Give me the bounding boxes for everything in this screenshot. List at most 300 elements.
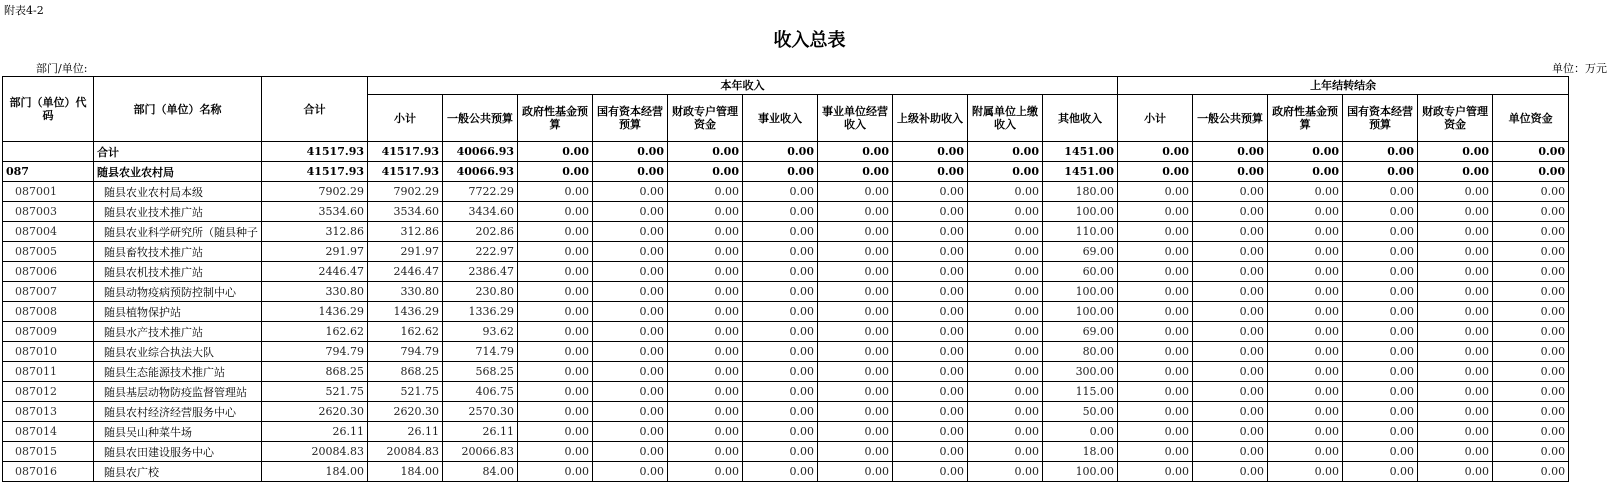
cell-name: 合计	[94, 142, 262, 162]
cell-value: 0.00	[1193, 162, 1268, 182]
unit-label: 单位：万元	[1552, 62, 1607, 75]
cell-code: 087010	[3, 342, 94, 362]
cell-value: 0.00	[1268, 202, 1343, 222]
cell-value: 0.00	[1268, 182, 1343, 202]
cell-value: 0.00	[818, 302, 893, 322]
cell-value: 0.00	[1193, 362, 1268, 382]
header-current-col: 上级补助收入	[893, 95, 968, 142]
cell-name: 随县植物保护站	[94, 302, 262, 322]
cell-value: 0.00	[968, 182, 1043, 202]
cell-value: 0.00	[968, 342, 1043, 362]
table-row	[3, 342, 1619, 362]
income-summary-table	[2, 76, 1619, 482]
cell-value: 0.00	[1268, 162, 1343, 182]
cell-name: 随县农村经济经营服务中心	[94, 402, 262, 422]
cell-value: 18.00	[1043, 442, 1118, 462]
cell-code: 087014	[3, 422, 94, 442]
cell-value: 0.00	[1193, 342, 1268, 362]
cell-value: 0.00	[518, 282, 593, 302]
cell-code: 087011	[3, 362, 94, 382]
cell-value: 100.00	[1043, 462, 1118, 482]
cell-value: 2620.30	[368, 402, 443, 422]
cell-value: 0.00	[668, 182, 743, 202]
cell-value: 0.00	[593, 242, 668, 262]
cell-value: 0.00	[1118, 322, 1193, 342]
cell-value: 0.00	[743, 302, 818, 322]
cell-code: 087004	[3, 222, 94, 242]
cell-value: 41517.93	[262, 142, 368, 162]
cell-value: 0.00	[743, 222, 818, 242]
table-row	[3, 282, 1619, 302]
cell-value: 521.75	[368, 382, 443, 402]
cell-value: 0.00	[818, 282, 893, 302]
cell-value: 26.11	[368, 422, 443, 442]
cell-value: 41517.93	[368, 142, 443, 162]
header-current-col: 政府性基金预算	[518, 95, 593, 142]
table-row	[3, 242, 1619, 262]
table-row	[3, 382, 1619, 402]
cell-value: 20066.83	[443, 442, 518, 462]
cell-code: 087001	[3, 182, 94, 202]
cell-value: 0.00	[518, 362, 593, 382]
cell-value: 0.00	[743, 182, 818, 202]
cell-value: 0.00	[893, 382, 968, 402]
cell-value: 0.00	[1418, 362, 1493, 382]
cell-value: 868.25	[262, 362, 368, 382]
cell-value: 0.00	[968, 262, 1043, 282]
cell-value: 0.00	[1118, 162, 1193, 182]
cell-value: 0.00	[1343, 342, 1418, 362]
cell-value: 0.00	[518, 322, 593, 342]
summary-row	[3, 142, 1619, 162]
table-row	[3, 402, 1619, 422]
cell-value: 0.00	[1268, 242, 1343, 262]
header-current-col: 国有资本经营预算	[593, 95, 668, 142]
cell-value: 0.00	[1193, 182, 1268, 202]
cell-value: 0.00	[893, 242, 968, 262]
cell-value: 0.00	[818, 422, 893, 442]
cell-value: 2446.47	[368, 262, 443, 282]
cell-value: 100.00	[1043, 302, 1118, 322]
cell-value: 0.00	[593, 422, 668, 442]
cell-value: 0.00	[518, 342, 593, 362]
cell-value: 0.00	[668, 222, 743, 242]
header-current-group: 本年收入	[368, 77, 1118, 95]
cell-value: 0.00	[668, 262, 743, 282]
cell-value: 184.00	[262, 462, 368, 482]
table-row	[3, 322, 1619, 342]
cell-code: 087009	[3, 322, 94, 342]
cell-value: 0.00	[1418, 422, 1493, 442]
cell-value: 0.00	[1343, 142, 1418, 162]
cell-value: 0.00	[893, 142, 968, 162]
cell-value: 0.00	[968, 462, 1043, 482]
cell-value: 794.79	[262, 342, 368, 362]
cell-value: 0.00	[1118, 142, 1193, 162]
cell-value: 20084.83	[262, 442, 368, 462]
cell-value: 20084.83	[368, 442, 443, 462]
cell-value: 0.00	[1493, 142, 1569, 162]
cell-value: 0.00	[1268, 442, 1343, 462]
cell-value: 0.00	[1418, 222, 1493, 242]
cell-value: 100.00	[1043, 282, 1118, 302]
cell-name: 随县农业综合执法大队	[94, 342, 262, 362]
cell-value: 0.00	[743, 342, 818, 362]
cell-value: 406.75	[443, 382, 518, 402]
cell-value: 1451.00	[1043, 162, 1118, 182]
cell-value: 0.00	[893, 342, 968, 362]
cell-value: 0.00	[593, 402, 668, 422]
cell-value: 0.00	[518, 242, 593, 262]
cell-value: 0.00	[518, 142, 593, 162]
cell-value: 0.00	[743, 422, 818, 442]
cell-value: 0.00	[893, 182, 968, 202]
cell-value: 1436.29	[368, 302, 443, 322]
header-prior-col: 小计	[1118, 95, 1193, 142]
cell-value: 0.00	[1118, 342, 1193, 362]
cell-value: 0.00	[1268, 142, 1343, 162]
cell-value: 0.00	[1343, 402, 1418, 422]
header-prior-col: 单位资金	[1493, 95, 1569, 142]
header-prior-col: 财政专户管理资金	[1418, 95, 1493, 142]
cell-value: 714.79	[443, 342, 518, 362]
cell-value: 0.00	[893, 222, 968, 242]
header-prior-col: 政府性基金预算	[1268, 95, 1343, 142]
cell-value: 0.00	[1418, 182, 1493, 202]
cell-value: 84.00	[443, 462, 518, 482]
cell-value: 0.00	[1193, 382, 1268, 402]
cell-value: 0.00	[1418, 282, 1493, 302]
cell-value: 0.00	[1418, 462, 1493, 482]
cell-value: 50.00	[1043, 402, 1118, 422]
cell-value: 0.00	[743, 142, 818, 162]
cell-value: 0.00	[1118, 242, 1193, 262]
cell-value: 41517.93	[368, 162, 443, 182]
cell-value: 0.00	[1193, 322, 1268, 342]
cell-value: 230.80	[443, 282, 518, 302]
cell-value: 0.00	[818, 382, 893, 402]
cell-value: 0.00	[1118, 222, 1193, 242]
cell-value: 330.80	[368, 282, 443, 302]
cell-value: 0.00	[1418, 242, 1493, 262]
cell-value: 0.00	[1268, 402, 1343, 422]
cell-value: 0.00	[1343, 282, 1418, 302]
cell-value: 69.00	[1043, 242, 1118, 262]
cell-code: 087008	[3, 302, 94, 322]
cell-value: 0.00	[893, 442, 968, 462]
cell-value: 69.00	[1043, 322, 1118, 342]
table-row	[3, 462, 1619, 482]
cell-value: 0.00	[1268, 322, 1343, 342]
cell-value: 0.00	[668, 282, 743, 302]
table-row	[3, 422, 1619, 442]
cell-code: 087013	[3, 402, 94, 422]
cell-value: 0.00	[743, 242, 818, 262]
cell-value: 0.00	[1193, 202, 1268, 222]
cell-value: 0.00	[1493, 162, 1569, 182]
cell-value: 0.00	[1193, 402, 1268, 422]
cell-value: 0.00	[818, 342, 893, 362]
cell-value: 0.00	[593, 202, 668, 222]
header-current-col: 事业单位经营收入	[818, 95, 893, 142]
cell-value: 0.00	[1493, 222, 1569, 242]
table-row	[3, 362, 1619, 382]
cell-value: 0.00	[1193, 262, 1268, 282]
cell-value: 0.00	[1268, 342, 1343, 362]
cell-value: 0.00	[1343, 322, 1418, 342]
cell-value: 0.00	[1193, 242, 1268, 262]
cell-value: 184.00	[368, 462, 443, 482]
cell-value: 0.00	[1118, 402, 1193, 422]
table-row	[3, 202, 1619, 222]
cell-value: 0.00	[968, 222, 1043, 242]
cell-value: 0.00	[818, 182, 893, 202]
cell-value: 868.25	[368, 362, 443, 382]
table-row	[3, 442, 1619, 462]
header-prior-col: 国有资本经营预算	[1343, 95, 1418, 142]
cell-value: 0.00	[968, 322, 1043, 342]
cell-value: 0.00	[1268, 422, 1343, 442]
cell-value: 0.00	[1268, 362, 1343, 382]
cell-value: 0.00	[968, 282, 1043, 302]
cell-value: 0.00	[818, 442, 893, 462]
cell-value: 93.62	[443, 322, 518, 342]
cell-value: 0.00	[1493, 382, 1569, 402]
cell-value: 0.00	[743, 202, 818, 222]
cell-value: 0.00	[1493, 242, 1569, 262]
cell-value: 0.00	[1343, 382, 1418, 402]
cell-value: 0.00	[668, 242, 743, 262]
cell-value: 0.00	[593, 222, 668, 242]
cell-value: 0.00	[668, 382, 743, 402]
cell-code: 087016	[3, 462, 94, 482]
cell-value: 0.00	[743, 322, 818, 342]
cell-value: 300.00	[1043, 362, 1118, 382]
cell-value: 0.00	[668, 462, 743, 482]
cell-value: 0.00	[818, 402, 893, 422]
cell-value: 0.00	[1418, 322, 1493, 342]
cell-value: 0.00	[1343, 422, 1418, 442]
cell-value: 0.00	[1418, 442, 1493, 462]
cell-value: 0.00	[1343, 462, 1418, 482]
cell-value: 0.00	[1043, 422, 1118, 442]
cell-value: 0.00	[593, 162, 668, 182]
cell-value: 0.00	[668, 442, 743, 462]
cell-value: 0.00	[1118, 442, 1193, 462]
cell-value: 0.00	[1418, 302, 1493, 322]
cell-value: 0.00	[968, 202, 1043, 222]
cell-value: 202.86	[443, 222, 518, 242]
cell-value: 2570.30	[443, 402, 518, 422]
cell-value: 0.00	[518, 202, 593, 222]
cell-value: 0.00	[1418, 202, 1493, 222]
cell-value: 0.00	[968, 422, 1043, 442]
cell-value: 180.00	[1043, 182, 1118, 202]
attachment-label: 附表4-2	[4, 4, 44, 17]
header-total: 合计	[262, 77, 368, 142]
cell-value: 0.00	[1418, 162, 1493, 182]
cell-value: 0.00	[893, 362, 968, 382]
cell-value: 7902.29	[368, 182, 443, 202]
cell-code: 087007	[3, 282, 94, 302]
cell-value: 0.00	[1193, 142, 1268, 162]
cell-value: 794.79	[368, 342, 443, 362]
cell-value: 0.00	[1418, 142, 1493, 162]
cell-value: 0.00	[668, 162, 743, 182]
cell-value: 0.00	[668, 142, 743, 162]
header-name: 部门（单位）名称	[94, 77, 262, 142]
header-current-col: 其他收入	[1043, 95, 1118, 142]
cell-value: 0.00	[518, 382, 593, 402]
cell-value: 0.00	[518, 462, 593, 482]
cell-value: 0.00	[893, 162, 968, 182]
cell-value: 0.00	[1268, 462, 1343, 482]
department-label: 部门/单位:	[36, 62, 88, 75]
cell-value: 40066.93	[443, 162, 518, 182]
cell-value: 0.00	[1343, 302, 1418, 322]
cell-value: 521.75	[262, 382, 368, 402]
cell-value: 0.00	[1418, 342, 1493, 362]
cell-value: 0.00	[1343, 242, 1418, 262]
cell-value: 0.00	[1493, 462, 1569, 482]
cell-value: 0.00	[1193, 282, 1268, 302]
cell-value: 312.86	[368, 222, 443, 242]
cell-value: 222.97	[443, 242, 518, 262]
cell-name: 随县农业科学研究所（随县种子	[94, 222, 262, 242]
cell-value: 0.00	[1418, 402, 1493, 422]
cell-value: 2620.30	[262, 402, 368, 422]
cell-value: 0.00	[1268, 222, 1343, 242]
header-code: 部门（单位）代码	[3, 77, 94, 142]
cell-name: 随县畜牧技术推广站	[94, 242, 262, 262]
cell-value: 0.00	[743, 382, 818, 402]
cell-value: 1451.00	[1043, 142, 1118, 162]
cell-value: 0.00	[518, 302, 593, 322]
cell-value: 0.00	[818, 222, 893, 242]
cell-value: 0.00	[1418, 262, 1493, 282]
table-row	[3, 222, 1619, 242]
cell-value: 0.00	[593, 362, 668, 382]
cell-value: 100.00	[1043, 202, 1118, 222]
cell-value: 0.00	[743, 282, 818, 302]
cell-value: 0.00	[593, 342, 668, 362]
cell-value: 7902.29	[262, 182, 368, 202]
cell-name: 随县农业农村局本级	[94, 182, 262, 202]
summary-row	[3, 162, 1619, 182]
cell-value: 0.00	[1268, 382, 1343, 402]
cell-value: 0.00	[518, 442, 593, 462]
cell-code: 087	[3, 162, 94, 182]
cell-value: 0.00	[1493, 442, 1569, 462]
cell-value: 0.00	[968, 302, 1043, 322]
cell-value: 0.00	[1343, 262, 1418, 282]
cell-value: 0.00	[893, 422, 968, 442]
cell-value: 26.11	[262, 422, 368, 442]
cell-code: 087005	[3, 242, 94, 262]
header-current-col: 附属单位上缴收入	[968, 95, 1043, 142]
cell-value: 0.00	[668, 342, 743, 362]
cell-value: 291.97	[368, 242, 443, 262]
cell-value: 0.00	[818, 362, 893, 382]
cell-value: 3534.60	[368, 202, 443, 222]
cell-value: 0.00	[1493, 422, 1569, 442]
cell-value: 0.00	[1268, 302, 1343, 322]
cell-value: 0.00	[893, 202, 968, 222]
cell-value: 0.00	[893, 402, 968, 422]
cell-value: 0.00	[1343, 442, 1418, 462]
cell-value: 0.00	[1493, 262, 1569, 282]
cell-value: 0.00	[818, 462, 893, 482]
cell-value: 80.00	[1043, 342, 1118, 362]
cell-value: 0.00	[743, 402, 818, 422]
cell-value: 0.00	[593, 302, 668, 322]
cell-value: 0.00	[968, 442, 1043, 462]
cell-value: 162.62	[368, 322, 443, 342]
cell-value: 0.00	[518, 162, 593, 182]
cell-value: 0.00	[1343, 202, 1418, 222]
cell-name: 随县农广校	[94, 462, 262, 482]
cell-value: 0.00	[1493, 202, 1569, 222]
cell-value: 0.00	[968, 242, 1043, 262]
cell-value: 0.00	[818, 162, 893, 182]
cell-value: 0.00	[1118, 262, 1193, 282]
cell-value: 0.00	[1493, 342, 1569, 362]
cell-name: 随县农田建设服务中心	[94, 442, 262, 462]
header-current-col: 一般公共预算	[443, 95, 518, 142]
cell-value: 0.00	[818, 142, 893, 162]
cell-value: 0.00	[818, 262, 893, 282]
cell-value: 0.00	[743, 162, 818, 182]
cell-value: 0.00	[593, 442, 668, 462]
cell-value: 0.00	[968, 142, 1043, 162]
cell-value: 115.00	[1043, 382, 1118, 402]
cell-value: 0.00	[1268, 282, 1343, 302]
cell-value: 0.00	[593, 382, 668, 402]
cell-value: 0.00	[518, 402, 593, 422]
cell-value: 0.00	[668, 302, 743, 322]
cell-value: 0.00	[743, 442, 818, 462]
cell-value: 0.00	[593, 462, 668, 482]
cell-value: 0.00	[518, 182, 593, 202]
cell-value: 0.00	[818, 202, 893, 222]
cell-value: 0.00	[893, 302, 968, 322]
header-prior-group: 上年结转结余	[1118, 77, 1569, 95]
cell-value: 0.00	[668, 322, 743, 342]
cell-name: 随县农业技术推广站	[94, 202, 262, 222]
cell-value: 0.00	[1118, 302, 1193, 322]
cell-value: 0.00	[1118, 462, 1193, 482]
cell-value: 330.80	[262, 282, 368, 302]
cell-value: 0.00	[893, 262, 968, 282]
cell-value: 0.00	[593, 322, 668, 342]
cell-value: 0.00	[1193, 462, 1268, 482]
cell-value: 568.25	[443, 362, 518, 382]
cell-code: 087003	[3, 202, 94, 222]
cell-value: 41517.93	[262, 162, 368, 182]
cell-code: 087006	[3, 262, 94, 282]
cell-value: 3534.60	[262, 202, 368, 222]
cell-value: 0.00	[1493, 402, 1569, 422]
cell-value: 1436.29	[262, 302, 368, 322]
cell-value: 0.00	[1493, 322, 1569, 342]
cell-value: 291.97	[262, 242, 368, 262]
cell-value: 0.00	[1193, 442, 1268, 462]
cell-value: 0.00	[593, 282, 668, 302]
header-current-col: 小计	[368, 95, 443, 142]
cell-value: 0.00	[1193, 302, 1268, 322]
cell-value: 0.00	[668, 422, 743, 442]
cell-value: 0.00	[518, 262, 593, 282]
